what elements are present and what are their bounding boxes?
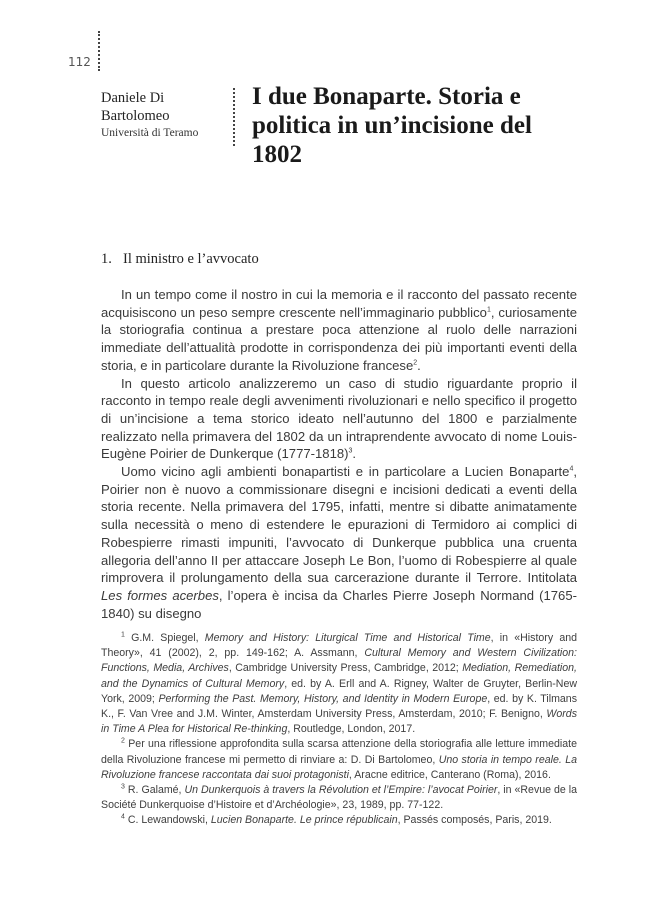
footnote [101,813,577,828]
text-run: In un tempo come il nostro in cui la memoria e il racconto del passato recente acquisiscono un peso sempre crescente nell’immaginario pubblico [101,287,577,320]
paragraph [101,463,577,622]
text-run: , ed. by A. Erll and A. Rigney, Walter de Gruyter, Berlin-New York, 2009; [101,677,577,705]
author-name: Daniele Di Bartolomeo [101,90,170,124]
footnote-number: 1 [121,631,125,639]
italic-title: Uno storia in tempo reale. La Rivoluzione francese raccontata dai suoi protagonisti [101,753,577,781]
section-title: Il ministro e l’avvocato [123,251,259,267]
header-divider [98,31,100,71]
footnote [101,783,577,813]
footnote [101,631,577,737]
text-run: , curiosamente la storiografia continua a prestare poca attenzione al ruolo delle narrazioni immediate dell’attualità prodotte in corrispondenza dei più importanti eventi della storia, e in particolare durante la Rivoluzione francese [101,304,577,373]
text-run: , Routledge, London, 2017. [287,723,416,736]
footnote-number: 3 [121,783,125,791]
italic-title: Lucien Bonaparte. Le prince républicain [210,814,398,827]
footnotes [101,631,577,829]
text-run: Uomo vicino agli ambienti bonapartisti e in particolare a Lucien Bonaparte [121,464,570,480]
text-run: , Passés composés, Paris, 2019. [397,814,552,827]
footnote-ref: 2 [413,359,418,367]
title-divider [233,88,235,146]
italic-title: Words in Time A Plea for Historical Re-thinking [101,708,577,736]
section-number: 1. [101,251,112,267]
text-run: , l’opera è incisa da Charles Pierre Joseph Normand (1765-1840) su disegno [101,587,577,621]
paragraph [101,286,577,375]
page-number: 112 [68,55,91,69]
italic-title: Cultural Memory and Western Civilization: Functions, Media, Archives [101,647,577,675]
paragraph [101,375,577,464]
text-run: . [352,446,357,462]
text-run: , ed. by K. Tilmans K., F. Van Vree and J.M. Winter, Amsterdam University Press, Amsterdam, 2010; F. Benigno, [101,692,577,721]
footnote [101,737,577,783]
text-run: In questo articolo analizzeremo un caso di studio riguardante proprio il racconto in tempo reale degli avvenimenti rivoluzionari e nello specifico il progetto di un’incisione a tema storico ideato nell’autunno del 1800 e parzialmente realizzato nella primavera del 1802 da un intraprendente avvocato di nome Louis-Eugène Poirier de Dunkerque (1777-1818) [101,375,577,462]
text-run: C. Lewandowski, [127,814,211,827]
footnote-number: 4 [121,813,125,821]
italic-title: Les formes acerbes [101,587,219,603]
footnote-ref: 1 [486,306,491,314]
footnote-ref: 4 [569,465,574,473]
italic-title: Un Dunkerquois à travers la Révolution et l’Empire: l’avocat Poirier [184,784,498,797]
text-run: Per una riflessione approfondita sulla scarsa attenzione della storiografia alle letture immediate della Rivoluzione francese mi permetto di rinviare a: D. Di Bartolomeo, [101,738,577,766]
text-run: G.M. Spiegel, [131,632,205,644]
text-run: , Cambridge University Press, Cambridge, 2012; [228,662,463,675]
text-run: , in «History and Theory», 41 (2002), 2, pp. 149-162; A. Assmann, [101,632,578,660]
text-run: , in «Revue de la Société Dunkerquoise d’Histoire et d’Archéologie», 23, 1989, pp. 77-122. [101,784,577,812]
section-heading [101,251,259,268]
text-run: . [417,357,421,373]
italic-title: Performing the Past. Memory, History, and Identity in Modern Europe [158,692,488,705]
italic-title: Memory and History: Liturgical Time and Historical Time [204,632,491,644]
text-run: R. Galamé, [127,784,185,797]
italic-title: Mediation, Remediation, and the Dynamics of Cultural Memory [101,662,577,690]
article-title: I due Bonaparte. Storia e politica in un’incisione del 1802 [252,83,532,168]
body-text [101,286,577,622]
author-affiliation: Università di Teramo [101,127,199,139]
footnote-ref: 3 [348,447,353,455]
text-run: , Aracne editrice, Canterano (Roma), 2016. [348,768,551,781]
text-run: , Poirier non è nuovo a commissionare disegni e incisioni dedicati a eventi della storia recente. Nella primavera del 1795, infatti, mentre si dibatte animatamente sulla necessità o meno di estendere le epurazioni di Termidoro ai complici di Robespierre rimasti impuniti, l’avvocato di Dunkerque pubblica una cruenta allegoria dell’anno II per attaccare Joseph Le Bon, l’uomo di Robespierre al quale rimprovera il prolungamento della sua carcerazione durante il Terrore. Intitolata [101,464,577,586]
footnote-number: 2 [121,737,125,745]
